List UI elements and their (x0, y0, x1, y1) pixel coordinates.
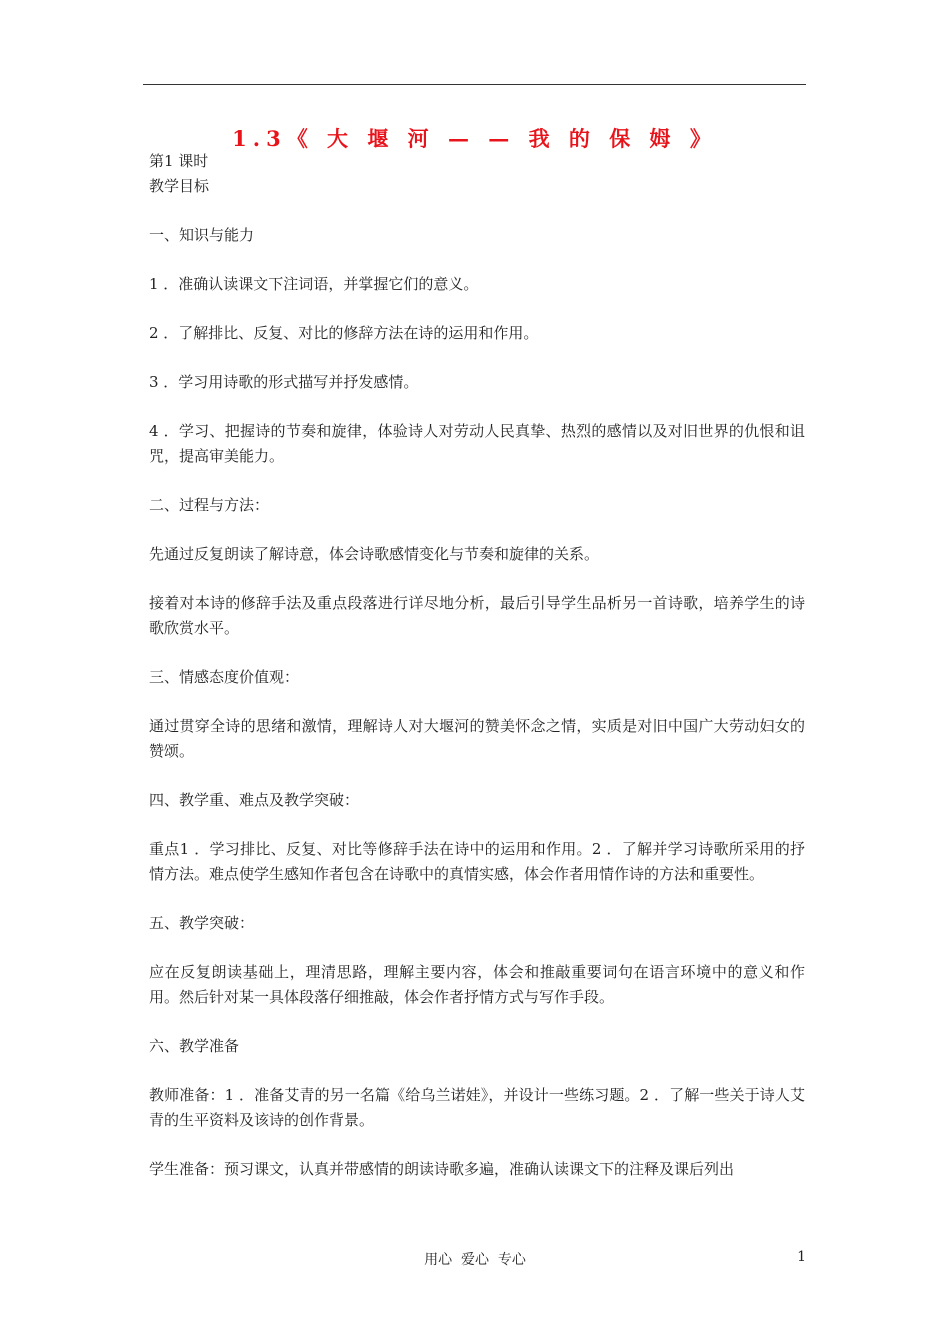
section-heading-emotion: 三、情感态度价值观： (149, 668, 300, 686)
lesson-label: 第1 课时 (149, 152, 209, 170)
footer-motto: 用心 爱心 专心 (424, 1252, 526, 1268)
teacher-preparation-paragraph: 教师准备：1 ．准备艾青的另一名篇《给乌兰诺娃》，并设计一些练习题。2 ．了解一些关于诗人艾青的生平资料及该诗的创作背景。 (149, 1086, 805, 1129)
document-title: 1.3《 大 堰 河 — — 我 的 保 姆 》 (232, 126, 717, 151)
section-heading-key-points: 四、教学重、难点及教学突破： (149, 791, 360, 809)
knowledge-item-3: 3 ．学习用诗歌的形式描写并抒发感情。 (149, 373, 419, 391)
emotion-paragraph: 通过贯穿全诗的思绪和激情，理解诗人对大堰河的赞美怀念之情，实质是对旧中国广大劳动妇女的赞颂。 (149, 717, 805, 760)
key-points-paragraph: 重点1 ．学习排比、反复、对比等修辞手法在诗中的运用和作用。2 ．了解并学习诗歌所采用的抒情方法。难点使学生感知作者包含在诗歌中的真情实感，体会作者用情作诗的方法和重要性。 (149, 840, 805, 883)
section-heading-knowledge: 一、知识与能力 (149, 226, 255, 244)
knowledge-item-2: 2 ．了解排比、反复、对比的修辞方法在诗的运用和作用。 (149, 324, 539, 342)
breakthrough-paragraph: 应在反复朗读基础上，理清思路，理解主要内容，体会和推敲重要词句在语言环境中的意义和作用。然后针对某一具体段落仔细推敲，体会作者抒情方式与写作手段。 (149, 963, 805, 1006)
student-preparation-paragraph: 学生准备：预习课文，认真并带感情的朗读诗歌多遍，准确认读课文下的注释及课后列出 (149, 1160, 735, 1178)
document-body (149, 149, 805, 1182)
header-rule (143, 84, 806, 85)
process-paragraph-1: 先通过反复朗读了解诗意，体会诗歌感情变化与节奏和旋律的关系。 (149, 545, 600, 563)
section-heading-process: 二、过程与方法： (149, 496, 270, 514)
objectives-heading: 教学目标 (149, 177, 210, 195)
knowledge-item-4: 4 ．学习、把握诗的节奏和旋律，体验诗人对劳动人民真挚、热烈的感情以及对旧世界的仇恨和诅咒，提高审美能力。 (149, 422, 805, 465)
section-heading-breakthrough: 五、教学突破： (149, 914, 255, 932)
knowledge-item-1: 1 ．准确认读课文下注词语，并掌握它们的意义。 (149, 275, 479, 293)
process-paragraph-2: 接着对本诗的修辞手法及重点段落进行详尽地分析，最后引导学生品析另一首诗歌，培养学生的诗歌欣赏水平。 (149, 594, 805, 637)
page-number: 1 (797, 1249, 806, 1265)
section-heading-preparation: 六、教学准备 (149, 1037, 240, 1055)
